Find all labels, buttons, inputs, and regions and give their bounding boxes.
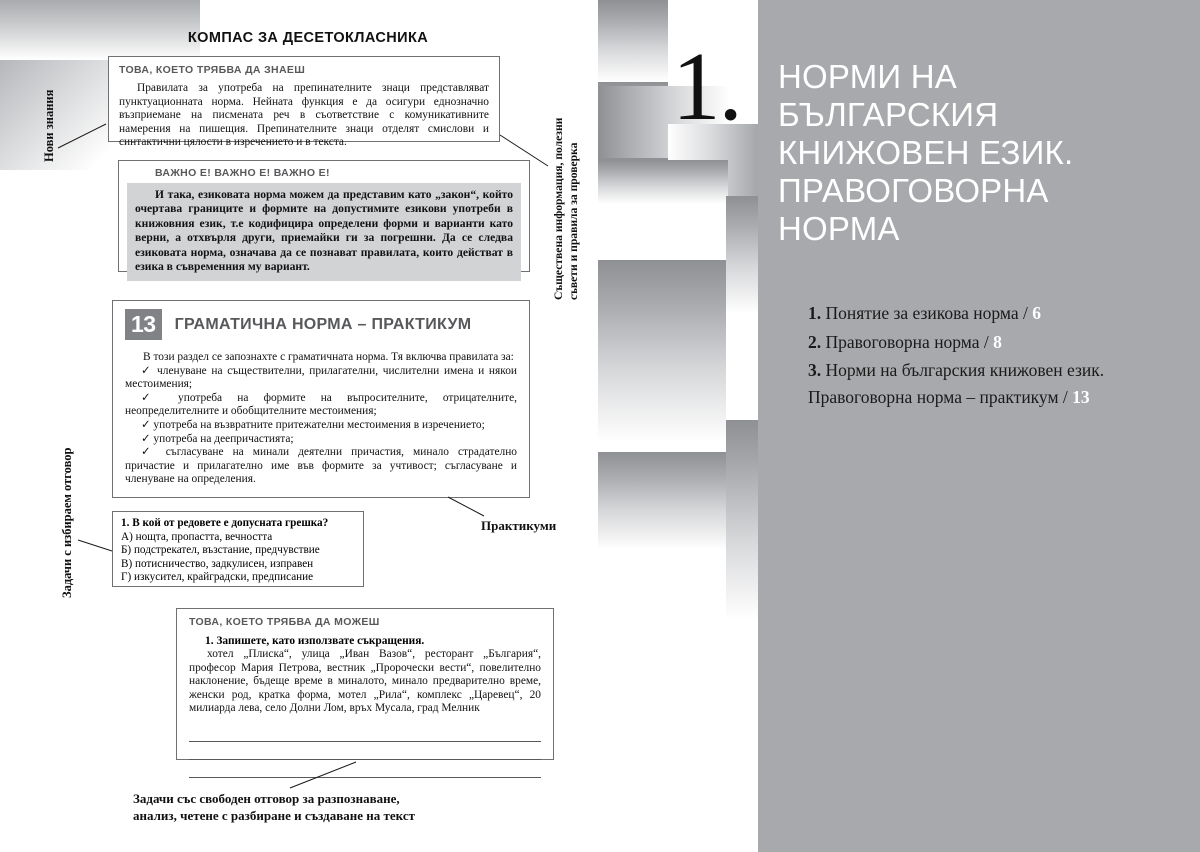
- label-essential-information: [551, 118, 581, 300]
- box-header: ТОВА, КОЕТО ТРЯБВА ДА ЗНАЕШ: [119, 64, 306, 76]
- practicum-body: [125, 351, 517, 487]
- box-what-you-should-know: [108, 56, 500, 149]
- label-line-1: Съществена информация, полезни: [552, 117, 565, 300]
- answer-option[interactable]: А) нощта, пропастта, вечността: [121, 530, 273, 543]
- task-title: 1. Запишете, като използвате съкращения.: [205, 635, 425, 647]
- box-body-text: И така, езиковата норма можем да представим като „закон“, който очертава границите и формите на допустимите езикови употреби в книжовния език, т.е кодифицира определени форми и варианти като верни, а отхвърля други, приемайки ги за погрешни. Да се следва езиковата норма, означава да се познават правилата, които действат в езика в съвременния му вариант.: [135, 188, 513, 274]
- chapter-title: НОРМИ НА БЪЛГАРСКИЯ КНИЖОВЕН ЕЗИК. ПРАВОГОВОРНА НОРМА: [778, 58, 1074, 247]
- box-grammar-practicum: [112, 300, 530, 498]
- connector-multiple-choice: [78, 540, 112, 551]
- chapter-panel: [758, 0, 1200, 852]
- connector-practicums: [448, 497, 484, 516]
- box-header: ТОВА, КОЕТО ТРЯБВА ДА МОЖЕШ: [189, 616, 380, 628]
- label-free-answer-tasks: [133, 790, 415, 824]
- toc-item[interactable]: [808, 357, 1188, 410]
- toc-item-text: Норми на българския книжовен език. Правоговорна норма – практикум /: [808, 360, 1105, 407]
- question-text: 1. В кой от редовете е допусната грешка?: [121, 517, 329, 529]
- answer-option[interactable]: Б) подстрекател, възстание, предчувствие: [121, 544, 320, 557]
- decorative-block-14: [598, 452, 726, 550]
- answer-option[interactable]: В) потисничество, задкулисен, изправен: [121, 557, 314, 570]
- box-header: ВАЖНО Е! ВАЖНО Е! ВАЖНО Е!: [155, 167, 330, 179]
- practicum-list-item: ✓ употреба на формите на въпросителните, отрицателните, неопределителните и обобщителните местоимения;: [125, 392, 517, 419]
- toc-item-page: 13: [1072, 386, 1090, 407]
- section-number-badge: 13: [125, 309, 162, 340]
- task-body-text: хотел „Плиска“, улица „Иван Вазов“, ресторант „България“, професор Мария Петрова, вестник „Пророчески вести“, повелително наклонение, бъдеще време в миналото, минало предварително време, женски род, кратка форма, мотел „Рила“, комплекс „Царевец“, 20 милиарда лева, село Долни Лом, връх Мусала, град Мелник: [189, 648, 541, 715]
- practicum-list-item: ✓ съгласуване на минали деятелни причастия, минало страдателно причастие и прилагателно име във формите за учтивост; съгласуване и членуване на определения.: [125, 446, 517, 487]
- toc-item-page: 8: [993, 331, 1002, 352]
- label-new-knowledge: Нови знания: [42, 89, 56, 162]
- toc-item[interactable]: [808, 300, 1188, 327]
- box-important: [118, 160, 530, 272]
- answer-option[interactable]: Г) изкусител, крайградски, предписание: [121, 571, 314, 584]
- toc-item-number: 2.: [808, 331, 822, 352]
- box-body: [127, 183, 521, 281]
- box-what-you-should-be-able-to-do: [176, 608, 554, 760]
- chapter-number: 1.: [672, 33, 741, 140]
- decorative-block-10: [598, 160, 728, 204]
- toc-item-number: 1.: [808, 303, 822, 323]
- label-line-2: анализ, четене с разбиране и създаване на текст: [133, 808, 415, 823]
- toc-item-text: Правоговорна норма /: [825, 331, 989, 352]
- practicum-list-item: ✓ членуване на съществителни, прилагателни, числителни имена и някои местоимения;: [125, 365, 517, 392]
- answer-line[interactable]: [189, 762, 541, 778]
- toc-item-text: Понятие за езикова норма /: [825, 303, 1028, 323]
- practicum-list-item: ✓ употреба на възвратните притежателни местоимения в изречението;: [125, 419, 517, 433]
- box-body: [119, 82, 489, 150]
- label-multiple-choice-tasks: Задачи с избираем отговор: [60, 447, 74, 598]
- box-body-text: Правилата за употреба на препинателните знаци представляват пунктуационната норма. Нейната функция е да осигури еднозначно възприемане на писмената реч в съответствие с комуникативните намерения на пишещия. Препинателните знаци отделят смислови и синтактични цялости в изречението и в текста.: [119, 82, 489, 149]
- practicum-list-item: ✓ употреба на деепричастията;: [125, 433, 517, 447]
- answer-line[interactable]: [189, 726, 541, 742]
- label-line-2: съвети и правила за проверка: [567, 142, 580, 300]
- decorative-block-12: [598, 260, 726, 442]
- toc-item-number: 3.: [808, 360, 822, 380]
- label-practicums: Практикуми: [481, 518, 557, 533]
- page-title: КОМПАС ЗА ДЕСЕТОКЛАСНИКА: [187, 30, 429, 46]
- answer-lines: [189, 726, 541, 778]
- practicum-heading: [125, 309, 517, 340]
- section-title: ГРАМАТИЧНА НОРМА – ПРАКТИКУМ: [174, 315, 472, 333]
- answer-line[interactable]: [189, 744, 541, 760]
- task-body: [189, 648, 541, 716]
- label-line-1: Задачи със свободен отговор за разпознаване,: [133, 791, 400, 806]
- decorative-block-1: [598, 0, 668, 82]
- practicum-intro: В този раздел се запознахте с граматичната норма. Тя включва правилата за:: [143, 351, 514, 363]
- toc-item-page: 6: [1032, 303, 1041, 323]
- table-of-contents: [808, 300, 1188, 412]
- toc-item[interactable]: [808, 329, 1188, 356]
- box-multiple-choice-question: [112, 511, 364, 587]
